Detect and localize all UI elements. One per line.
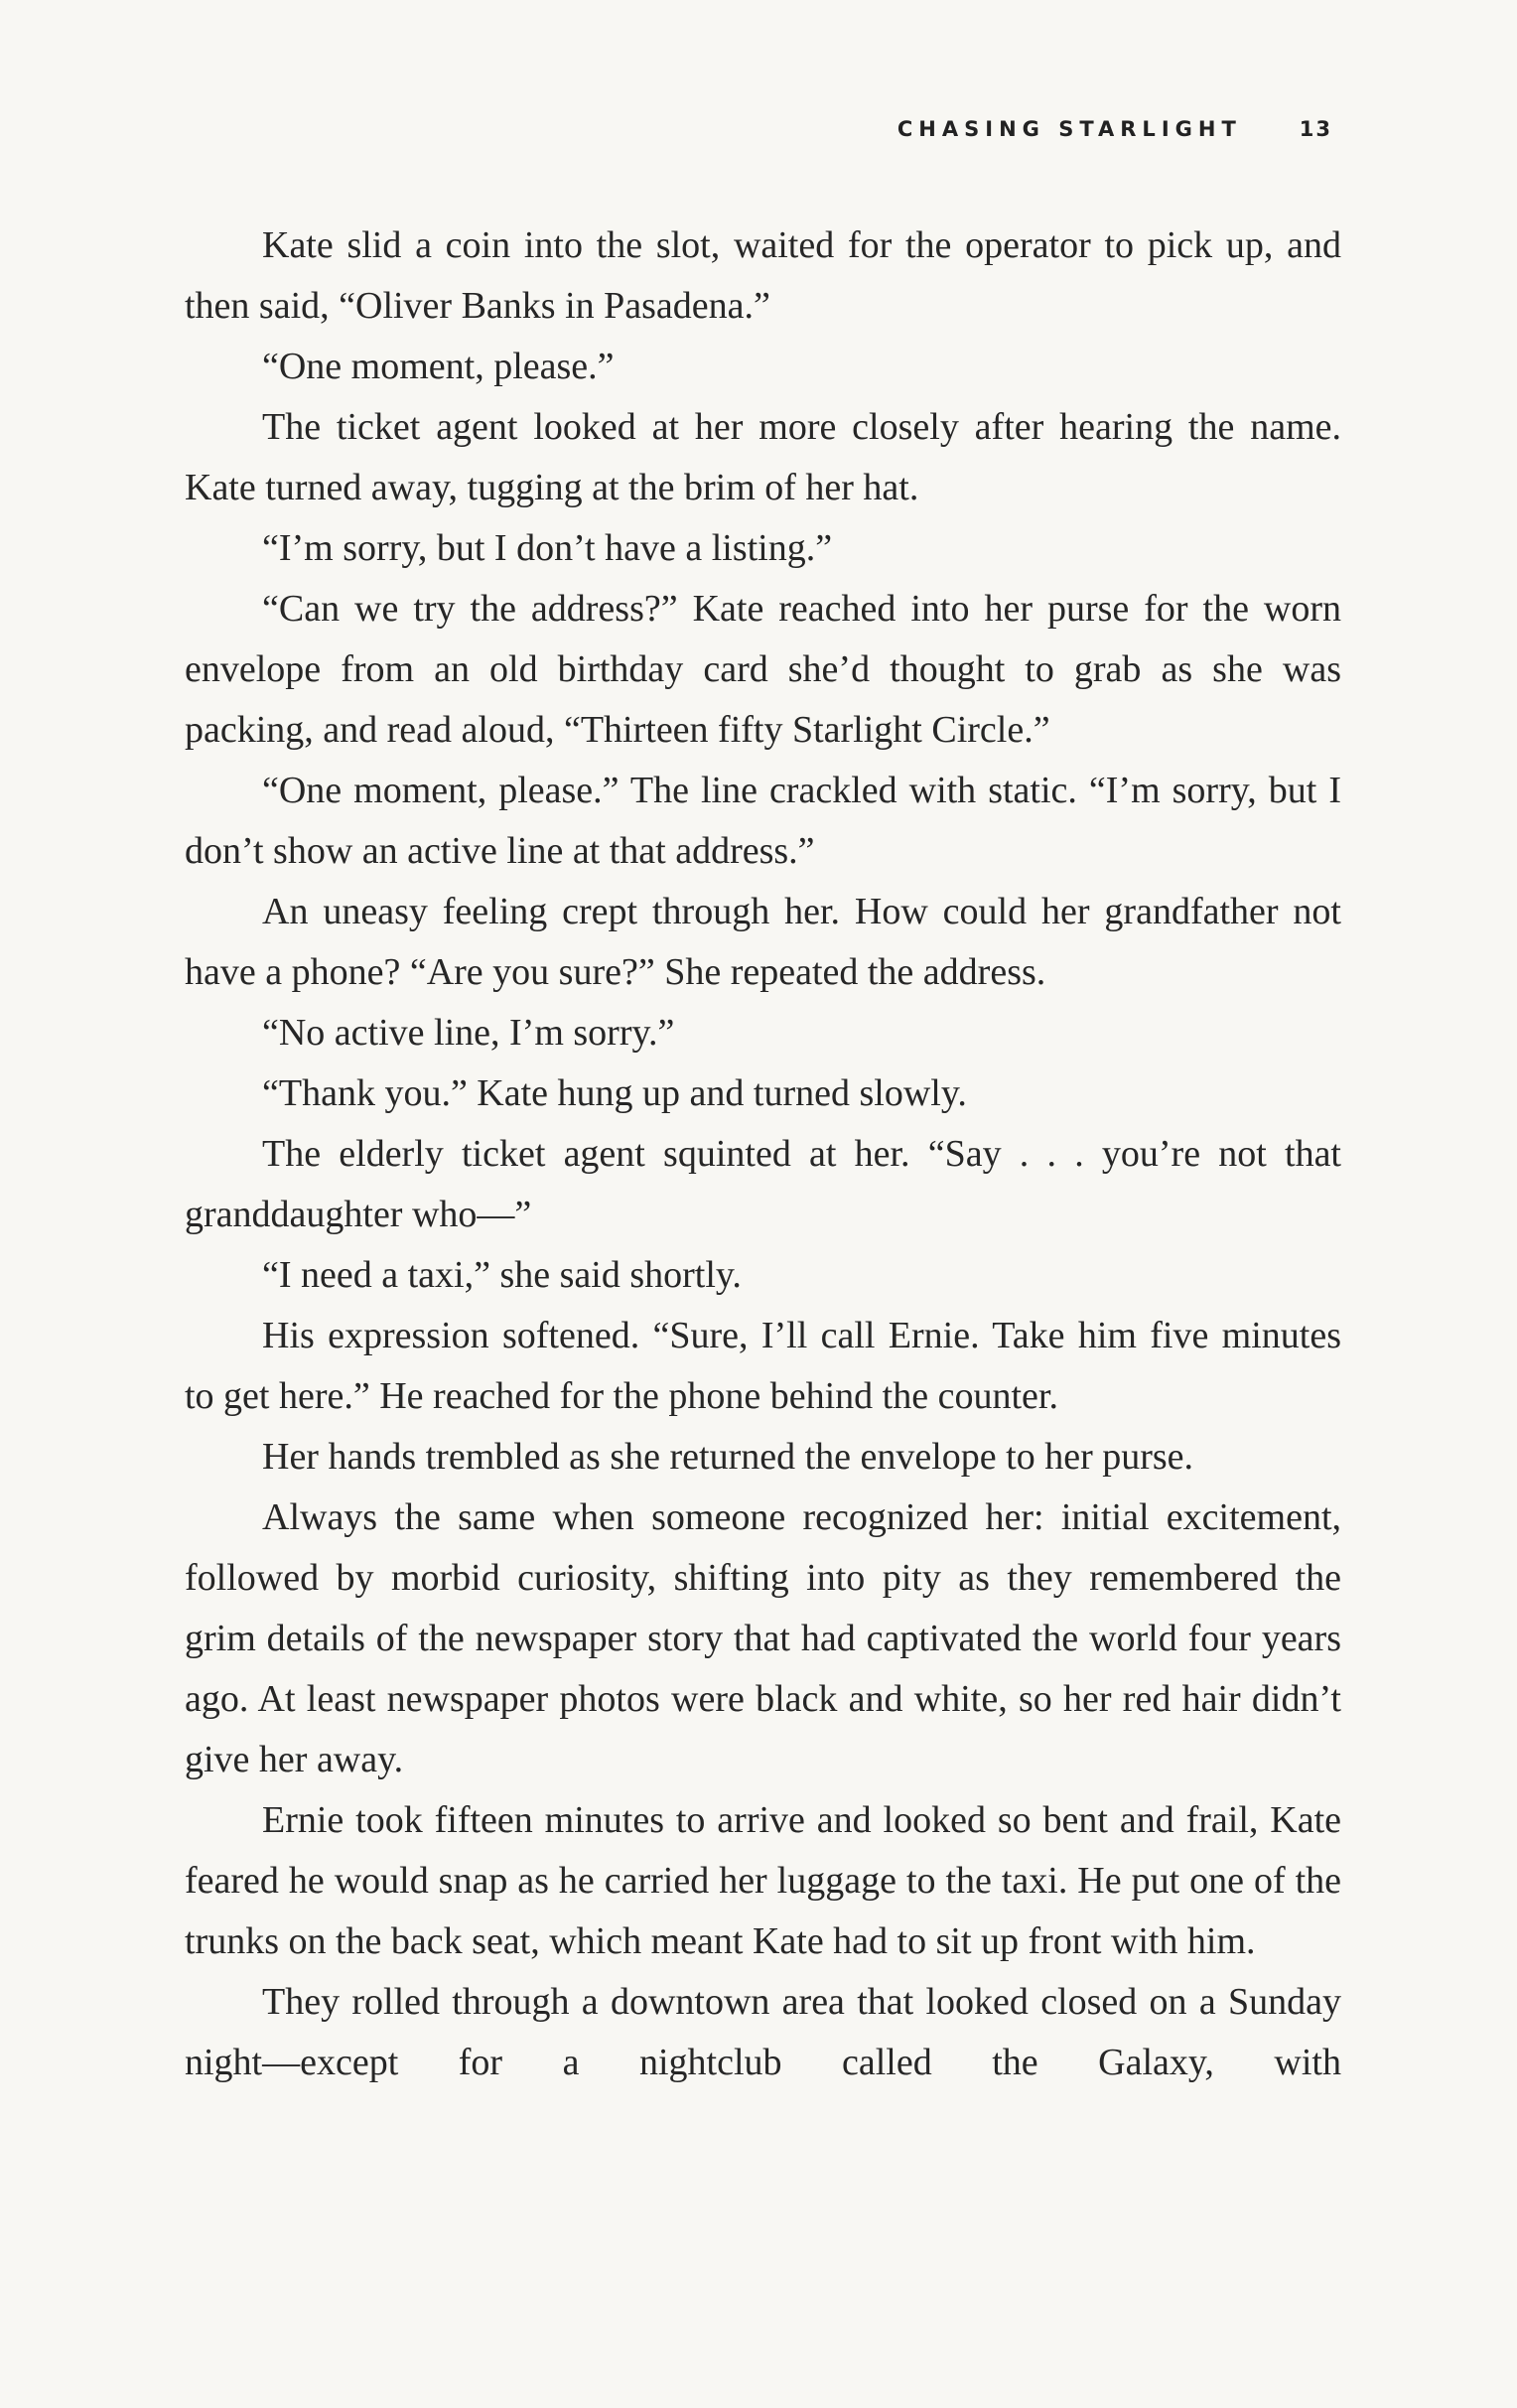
running-head — [897, 117, 1332, 141]
page-number: 13 — [1299, 117, 1332, 141]
paragraph: Kate slid a coin into the slot, waited for the operator to pick up, and then said, “Oliver Banks in Pasadena.” — [185, 224, 1341, 327]
paragraph: “Can we try the address?” Kate reached into her purse for the worn envelope from an old birthday card she’d thought to grab as she was packing, and read aloud, “Thirteen fifty Starlight Circle.” — [185, 588, 1341, 751]
paragraph: “One moment, please.” The line crackled with static. “I’m sorry, but I don’t show an active line at that address.” — [185, 770, 1341, 872]
paragraph: The elderly ticket agent squinted at her. “Say . . . you’re not that granddaughter who—” — [185, 1133, 1341, 1235]
paragraph: “Thank you.” Kate hung up and turned slowly. — [262, 1072, 967, 1114]
paragraph: His expression softened. “Sure, I’ll call Ernie. Take him five minutes to get here.” He reached for the phone behind the counter. — [185, 1315, 1341, 1417]
paragraph: “No active line, I’m sorry.” — [262, 1012, 675, 1054]
paragraph: An uneasy feeling crept through her. How could her grandfather not have a phone? “Are you sure?” She repeated the address. — [185, 891, 1341, 993]
paragraph: They rolled through a downtown area that looked closed on a Sunday night—except for a nightclub called the Galaxy, with — [185, 1981, 1341, 2083]
paragraph: Ernie took fifteen minutes to arrive and looked so bent and frail, Kate feared he would snap as he carried her luggage to the taxi. He put one of the trunks on the back seat, which meant Kate had to sit up front with him. — [185, 1799, 1341, 1962]
paragraph: “One moment, please.” — [262, 346, 615, 387]
paragraph: “I need a taxi,” she said shortly. — [262, 1254, 742, 1296]
paragraph: The ticket agent looked at her more closely after hearing the name. Kate turned away, tugging at the brim of her hat. — [185, 406, 1341, 508]
paragraph: “I’m sorry, but I don’t have a listing.” — [262, 527, 833, 569]
body-text — [185, 215, 1341, 2093]
running-head-title: CHASING STARLIGHT — [896, 117, 1242, 141]
paragraph: Her hands trembled as she returned the envelope to her purse. — [262, 1436, 1194, 1478]
paragraph: Always the same when someone recognized her: initial excitement, followed by morbid curiosity, shifting into pity as they remembered the grim details of the newspaper story that had captivated the world four years ago. At least newspaper photos were black and white, so her red hair didn’t give her away. — [185, 1496, 1341, 1780]
